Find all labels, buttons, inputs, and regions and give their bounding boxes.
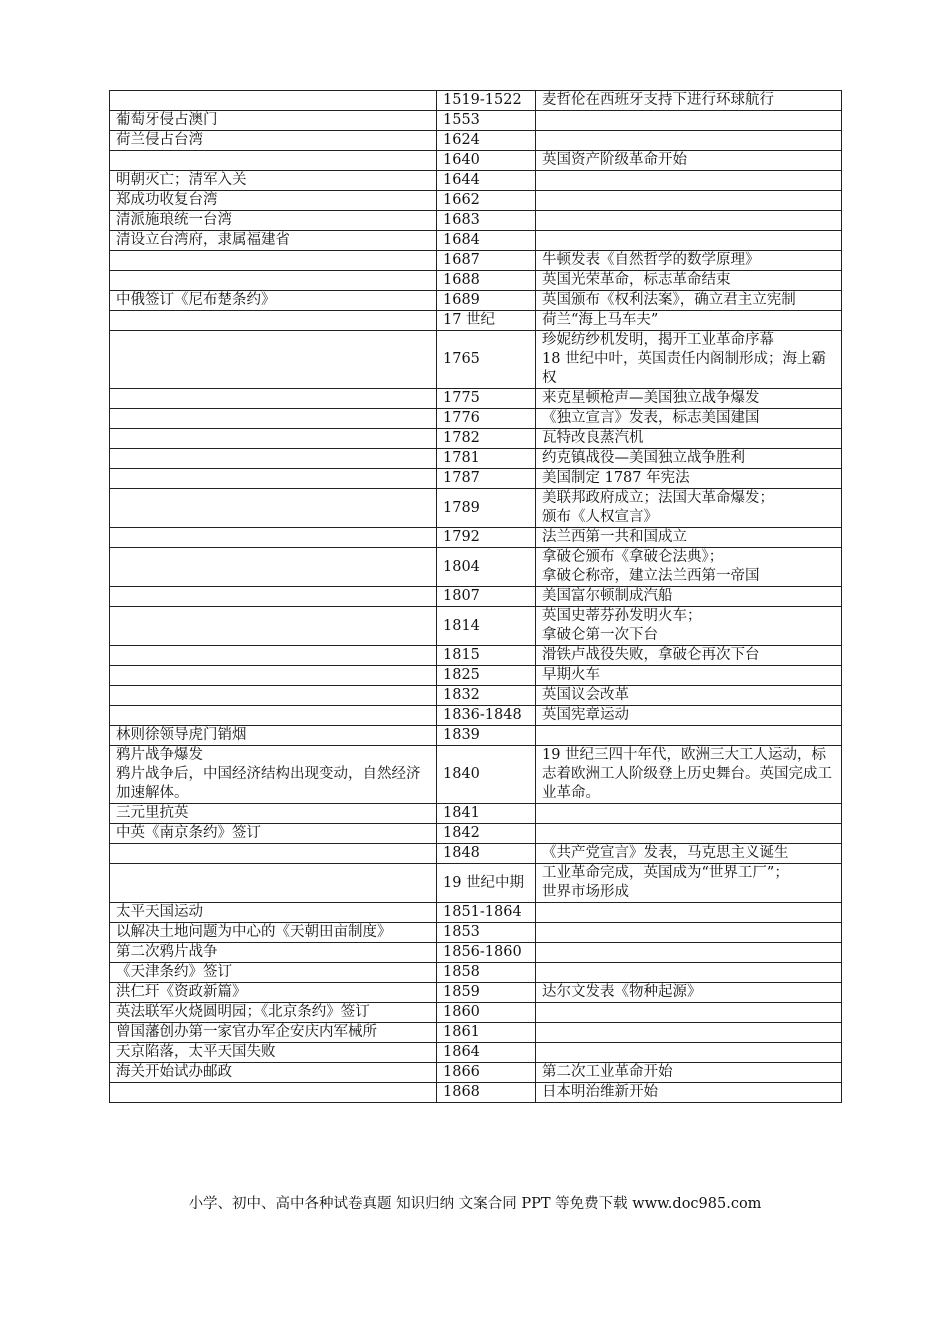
year-cell [437, 409, 536, 429]
china-event-cell [110, 666, 437, 686]
world-event-cell [536, 151, 842, 171]
china-event-cell [110, 291, 437, 311]
year-cell-text: 1683 [443, 212, 480, 228]
china-event-cell-text: 林则徐领导虎门销烟 [116, 727, 247, 743]
year-cell-text: 1792 [443, 529, 480, 545]
year-cell-text: 1840 [443, 766, 480, 782]
world-event-cell [536, 111, 842, 131]
china-event-cell-text: 三元里抗英 [116, 805, 189, 821]
world-event-cell [536, 1083, 842, 1103]
world-event-cell [536, 131, 842, 151]
year-cell-text: 1868 [443, 1084, 480, 1100]
table-row [110, 409, 842, 429]
year-cell-text: 1866 [443, 1064, 480, 1080]
world-event-cell [536, 469, 842, 489]
year-cell-text: 1825 [443, 667, 480, 683]
world-event-cell [536, 963, 842, 983]
world-event-cell-text: 达尔文发表《物种起源》 [542, 984, 702, 1000]
world-event-cell-text: 工业革命完成，英国成为“世界工厂”； 世界市场形成 [542, 865, 789, 900]
world-event-cell-text: 滑铁卢战役失败，拿破仑再次下台 [542, 647, 760, 663]
table-row [110, 746, 842, 804]
year-cell-text: 1860 [443, 1004, 480, 1020]
year-cell-text: 1839 [443, 727, 480, 743]
table-row [110, 311, 842, 331]
world-event-cell [536, 587, 842, 607]
world-event-cell-text: 美国制定 1787 年宪法 [542, 470, 690, 486]
china-event-cell [110, 983, 437, 1003]
table-row [110, 844, 842, 864]
year-cell-text: 1553 [443, 112, 480, 128]
china-event-cell [110, 746, 437, 804]
table-row [110, 864, 842, 903]
china-event-cell [110, 587, 437, 607]
year-cell-text: 1851-1864 [443, 904, 522, 920]
world-event-cell-text: 早期火车 [542, 667, 600, 683]
table-row [110, 726, 842, 746]
china-event-cell-text: 《天津条约》签订 [116, 964, 232, 980]
world-event-cell [536, 489, 842, 528]
china-event-cell [110, 469, 437, 489]
year-cell-text: 1807 [443, 588, 480, 604]
table-row [110, 1063, 842, 1083]
world-event-cell-text: 荷兰“海上马车夫” [542, 312, 659, 328]
year-cell [437, 449, 536, 469]
world-event-cell-text: 拿破仑颁布《拿破仑法典》； 拿破仑称帝，建立法兰西第一帝国 [542, 549, 760, 584]
world-event-cell [536, 449, 842, 469]
table-row [110, 983, 842, 1003]
table-row [110, 91, 842, 111]
year-cell-text: 1842 [443, 825, 480, 841]
world-event-cell [536, 726, 842, 746]
china-event-cell-text: 英法联军火烧圆明园；《北京条约》签订 [116, 1004, 370, 1020]
year-cell-text: 1859 [443, 984, 480, 1000]
world-event-cell [536, 1063, 842, 1083]
china-event-cell [110, 111, 437, 131]
china-event-cell-text: 中英《南京条约》签订 [116, 825, 261, 841]
table-row [110, 903, 842, 923]
world-event-cell-text: 《共产党宣言》发表，马克思主义诞生 [542, 845, 789, 861]
table-row [110, 548, 842, 587]
year-cell-text: 1861 [443, 1024, 480, 1040]
world-event-cell [536, 844, 842, 864]
year-cell [437, 211, 536, 231]
year-cell [437, 864, 536, 903]
china-event-cell [110, 864, 437, 903]
china-event-cell [110, 943, 437, 963]
year-cell [437, 646, 536, 666]
china-event-cell-text: 海关开始试办邮政 [116, 1064, 232, 1080]
china-event-cell [110, 449, 437, 469]
table-row [110, 1043, 842, 1063]
world-event-cell [536, 746, 842, 804]
world-event-cell-text: 日本明治维新开始 [542, 1084, 658, 1100]
year-cell [437, 686, 536, 706]
world-event-cell [536, 528, 842, 548]
table-row [110, 231, 842, 251]
world-event-cell [536, 231, 842, 251]
page-footer: 小学、初中、高中各种试卷真题 知识归纳 文案合同 PPT 等免费下载 www.doc985.com [188, 1196, 762, 1212]
china-event-cell [110, 251, 437, 271]
year-cell-text: 1765 [443, 351, 480, 367]
year-cell [437, 429, 536, 449]
table-row [110, 111, 842, 131]
year-cell [437, 489, 536, 528]
china-event-cell [110, 171, 437, 191]
world-event-cell-text: 英国资产阶级革命开始 [542, 152, 687, 168]
table-row [110, 131, 842, 151]
table-row [110, 171, 842, 191]
world-event-cell [536, 191, 842, 211]
world-event-cell [536, 983, 842, 1003]
table-row [110, 666, 842, 686]
year-cell-text: 1804 [443, 558, 480, 575]
world-event-cell [536, 666, 842, 686]
year-cell [437, 231, 536, 251]
year-cell [437, 844, 536, 864]
world-event-cell-text: 19 世纪三四十年代，欧洲三大工人运动，标志着欧洲工人阶级登上历史舞台。英国完成工业革命。 [542, 747, 832, 801]
china-event-cell [110, 646, 437, 666]
year-cell [437, 746, 536, 804]
china-event-cell [110, 151, 437, 171]
world-event-cell-text: 麦哲伦在西班牙支持下进行环球航行 [542, 92, 774, 108]
year-cell [437, 983, 536, 1003]
world-event-cell [536, 291, 842, 311]
year-cell-text: 1644 [443, 172, 480, 188]
china-event-cell-text: 葡萄牙侵占澳门 [116, 112, 218, 128]
china-event-cell-text: 太平天国运动 [116, 904, 203, 920]
year-cell-text: 1662 [443, 192, 480, 208]
table-row [110, 211, 842, 231]
world-event-cell-text: 第二次工业革命开始 [542, 1064, 673, 1080]
table-row [110, 291, 842, 311]
table-row [110, 923, 842, 943]
china-event-cell [110, 1003, 437, 1023]
year-cell [437, 291, 536, 311]
year-cell [437, 91, 536, 111]
world-event-cell-text: 法兰西第一共和国成立 [542, 529, 687, 545]
world-event-cell [536, 548, 842, 587]
china-event-cell-text: 荷兰侵占台湾 [116, 132, 203, 148]
year-cell [437, 151, 536, 171]
world-event-cell [536, 211, 842, 231]
year-cell [437, 706, 536, 726]
year-cell [437, 824, 536, 844]
china-event-cell [110, 331, 437, 389]
world-event-cell-text: 牛顿发表《自然哲学的数学原理》 [542, 252, 760, 268]
year-cell [437, 251, 536, 271]
year-cell [437, 271, 536, 291]
table-row [110, 528, 842, 548]
world-event-cell-text: 英国颁布《权利法案》，确立君主立宪制 [542, 292, 796, 308]
year-cell [437, 943, 536, 963]
year-cell-text: 1789 [443, 499, 480, 516]
world-event-cell [536, 1043, 842, 1063]
world-event-cell [536, 1023, 842, 1043]
world-event-cell [536, 607, 842, 646]
china-event-cell-text: 明朝灭亡；清军入关 [116, 172, 247, 188]
world-event-cell [536, 943, 842, 963]
world-event-cell-text: 美国富尔顿制成汽船 [542, 588, 673, 604]
world-event-cell [536, 409, 842, 429]
china-event-cell [110, 1023, 437, 1043]
table-row [110, 151, 842, 171]
year-cell [437, 548, 536, 587]
year-cell [437, 1023, 536, 1043]
year-cell [437, 331, 536, 389]
china-event-cell [110, 963, 437, 983]
china-event-cell [110, 528, 437, 548]
world-event-cell [536, 389, 842, 409]
year-cell [437, 1003, 536, 1023]
year-cell-text: 1814 [443, 617, 480, 634]
year-cell-text: 1684 [443, 232, 480, 248]
world-event-cell [536, 271, 842, 291]
world-event-cell-text: 英国宪章运动 [542, 707, 629, 723]
world-event-cell [536, 864, 842, 903]
table-row [110, 607, 842, 646]
year-cell-text: 17 世纪 [443, 312, 496, 328]
year-cell-text: 1689 [443, 292, 480, 308]
china-event-cell-text: 清派施琅统一台湾 [116, 212, 232, 228]
world-event-cell [536, 706, 842, 726]
china-event-cell [110, 824, 437, 844]
year-cell-text: 1687 [443, 252, 480, 268]
timeline-body [110, 91, 842, 1103]
year-cell [437, 171, 536, 191]
world-event-cell [536, 91, 842, 111]
world-event-cell [536, 331, 842, 389]
year-cell-text: 1519-1522 [443, 92, 522, 108]
year-cell-text: 1624 [443, 132, 480, 148]
world-event-cell-text: 瓦特改良蒸汽机 [542, 430, 644, 446]
world-event-cell-text: 英国史蒂芬孙发明火车； 拿破仑第一次下台 [542, 608, 702, 643]
table-row [110, 646, 842, 666]
china-event-cell-text: 中俄签订《尼布楚条约》 [116, 292, 276, 308]
china-event-cell [110, 1043, 437, 1063]
world-event-cell-text: 《独立宣言》发表，标志美国建国 [542, 410, 760, 426]
year-cell [437, 1063, 536, 1083]
world-event-cell-text: 英国光荣革命，标志革命结束 [542, 272, 731, 288]
table-row [110, 251, 842, 271]
china-event-cell [110, 686, 437, 706]
china-event-cell [110, 1083, 437, 1103]
year-cell [437, 311, 536, 331]
table-row [110, 1023, 842, 1043]
china-event-cell [110, 844, 437, 864]
table-row [110, 191, 842, 211]
china-event-cell [110, 726, 437, 746]
table-row [110, 1003, 842, 1023]
china-event-cell [110, 607, 437, 646]
world-event-cell [536, 429, 842, 449]
world-event-cell-text: 英国议会改革 [542, 687, 629, 703]
year-cell-text: 1776 [443, 410, 480, 426]
table-row [110, 943, 842, 963]
year-cell [437, 666, 536, 686]
china-event-cell [110, 271, 437, 291]
table-row [110, 963, 842, 983]
year-cell [437, 191, 536, 211]
year-cell-text: 1856-1860 [443, 944, 522, 960]
table-row [110, 389, 842, 409]
china-event-cell-text: 洪仁玕《资政新篇》 [116, 984, 247, 1000]
china-event-cell [110, 923, 437, 943]
china-event-cell [110, 131, 437, 151]
year-cell-text: 1832 [443, 687, 480, 703]
china-event-cell-text: 鸦片战争爆发 鸦片战争后，中国经济结构出现变动，自然经济加速解体。 [116, 747, 421, 801]
table-row [110, 1083, 842, 1103]
year-cell [437, 1043, 536, 1063]
year-cell [437, 923, 536, 943]
china-event-cell-text: 曾国藩创办第一家官办军企安庆内军械所 [116, 1024, 377, 1040]
table-row [110, 824, 842, 844]
year-cell [437, 469, 536, 489]
year-cell-text: 1848 [443, 845, 480, 861]
year-cell-text: 1688 [443, 272, 480, 288]
year-cell-text: 1775 [443, 390, 480, 406]
table-row [110, 804, 842, 824]
china-event-cell-text: 以解决土地问题为中心的《天朝田亩制度》 [116, 924, 392, 940]
china-event-cell [110, 903, 437, 923]
table-row [110, 331, 842, 389]
year-cell-text: 1836-1848 [443, 707, 522, 723]
world-event-cell [536, 251, 842, 271]
china-event-cell [110, 804, 437, 824]
year-cell-text: 1815 [443, 647, 480, 663]
table-row [110, 489, 842, 528]
year-cell-text: 1864 [443, 1044, 480, 1060]
china-event-cell [110, 191, 437, 211]
china-event-cell [110, 91, 437, 111]
china-event-cell [110, 706, 437, 726]
china-event-cell [110, 489, 437, 528]
china-event-cell [110, 409, 437, 429]
year-cell-text: 19 世纪中期 [443, 874, 525, 891]
year-cell [437, 111, 536, 131]
china-event-cell-text: 天京陷落，太平天国失败 [116, 1044, 276, 1060]
year-cell-text: 1640 [443, 152, 480, 168]
china-event-cell [110, 211, 437, 231]
china-event-cell [110, 311, 437, 331]
world-event-cell [536, 646, 842, 666]
world-event-cell [536, 804, 842, 824]
table-row [110, 469, 842, 489]
year-cell [437, 131, 536, 151]
year-cell [437, 528, 536, 548]
year-cell [437, 726, 536, 746]
world-event-cell-text: 来克星顿枪声—美国独立战争爆发 [542, 390, 760, 406]
year-cell [437, 804, 536, 824]
table-row [110, 449, 842, 469]
table-row [110, 271, 842, 291]
table-row [110, 686, 842, 706]
china-event-cell [110, 231, 437, 251]
year-cell-text: 1787 [443, 470, 480, 486]
china-event-cell [110, 1063, 437, 1083]
world-event-cell [536, 311, 842, 331]
year-cell [437, 963, 536, 983]
world-event-cell [536, 686, 842, 706]
china-event-cell [110, 429, 437, 449]
history-timeline-table [109, 90, 842, 1103]
year-cell [437, 1083, 536, 1103]
world-event-cell [536, 824, 842, 844]
china-event-cell [110, 389, 437, 409]
year-cell [437, 587, 536, 607]
china-event-cell-text: 郑成功收复台湾 [116, 192, 218, 208]
world-event-cell-text: 珍妮纺纱机发明，揭开工业革命序幕 18 世纪中叶，英国责任内阁制形成；海上霸权 [542, 332, 827, 386]
world-event-cell [536, 1003, 842, 1023]
year-cell [437, 607, 536, 646]
table-row [110, 587, 842, 607]
year-cell-text: 1841 [443, 805, 480, 821]
year-cell [437, 903, 536, 923]
world-event-cell [536, 903, 842, 923]
year-cell-text: 1782 [443, 430, 480, 446]
table-row [110, 429, 842, 449]
year-cell-text: 1853 [443, 924, 480, 940]
year-cell-text: 1781 [443, 450, 480, 466]
year-cell [437, 389, 536, 409]
world-event-cell-text: 美联邦政府成立；法国大革命爆发； 颁布《人权宣言》 [542, 490, 774, 525]
china-event-cell [110, 548, 437, 587]
china-event-cell-text: 清设立台湾府，隶属福建省 [116, 232, 290, 248]
world-event-cell-text: 约克镇战役—美国独立战争胜利 [542, 450, 745, 466]
year-cell-text: 1858 [443, 964, 480, 980]
china-event-cell-text: 第二次鸦片战争 [116, 944, 218, 960]
world-event-cell [536, 923, 842, 943]
table-row [110, 706, 842, 726]
world-event-cell [536, 171, 842, 191]
